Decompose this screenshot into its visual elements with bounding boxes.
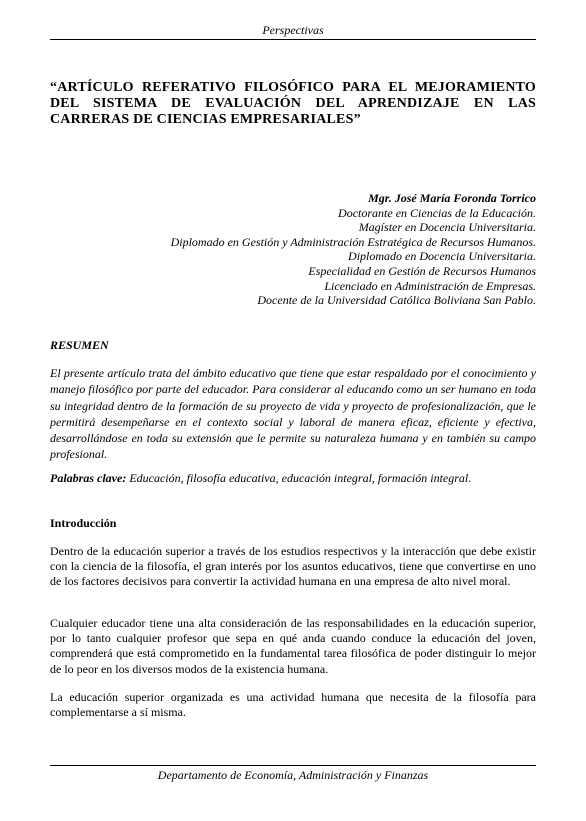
footer-divider <box>50 765 536 766</box>
author-name: Mgr. José María Foronda Torrico <box>368 191 536 205</box>
body-paragraph: Cualquier educador tiene una alta consideración de las responsabilidades en la educación superior, por lo tanto cualquier profesor que sepa en qué anda cuando conduce la educación del joven, comprenderá que está comprometido en la fundamental tarea filosófica de poder distinguir lo mejor de lo peor en los diversos modos de la existencia humana. <box>50 616 536 676</box>
author-credential: Docente de la Universidad Católica Boliviana San Pablo. <box>257 293 536 308</box>
keywords-line <box>50 471 536 486</box>
author-credential: Diplomado en Docencia Universitaria. <box>348 249 536 264</box>
body-paragraph: Dentro de la educación superior a través de los estudios respectivos y la interacción que debe existir con la ciencia de la filosofía, el gran interés por los asuntos educativos, tiene que convertirse en uno de los factores decisivos para convertir la actividad humana en una empresa de alto nivel moral. <box>50 544 536 589</box>
abstract-text: El presente artículo trata del ámbito educativo que tiene que estar respaldado por el conocimiento y manejo filosófico por parte del educador. Para considerar al educando como un ser humano en toda su integridad dentro de la formación de su proyecto de vida y proyecto de profesionalización, que le permitirá desempeñarse en el contexto social y laboral de manera eficaz, eficiente y efectiva, desarrollándose en toda su extensión que le permite su naturaleza humana y en también su campo profesional. <box>50 366 536 462</box>
running-footer: Departamento de Economía, Administración y Finanzas <box>157 768 429 782</box>
author-credential: Especialidad en Gestión de Recursos Humanos <box>308 263 536 278</box>
author-credential: Licenciado en Administración de Empresas. <box>324 278 536 293</box>
keywords-text: Educación, filosofía educativa, educación integral, formación integral. <box>129 471 472 485</box>
running-header: Perspectivas <box>262 23 324 37</box>
author-block <box>50 191 536 308</box>
keywords-label: Palabras clave: <box>50 471 127 485</box>
author-credential: Magíster en Docencia Universitaria. <box>358 220 536 235</box>
author-credential: Diplomado en Gestión y Administración Estratégica de Recursos Humanos. <box>170 234 536 249</box>
article-title: “ARTÍCULO REFERATIVO FILOSÓFICO PARA EL MEJORAMIENTO DEL SISTEMA DE EVALUACIÓN DEL APRENDIZAJE EN LAS CARRERAS DE CIENCIAS EMPRESARIALES” <box>50 80 536 127</box>
author-credential: Doctorante en Ciencias de la Educación. <box>338 205 536 220</box>
abstract-heading: RESUMEN <box>50 338 109 352</box>
introduction-heading: Introducción <box>50 516 117 530</box>
header-divider <box>50 39 536 40</box>
body-paragraph: La educación superior organizada es una actividad humana que necesita de la filosofía para complementarse a sí misma. <box>50 690 536 720</box>
